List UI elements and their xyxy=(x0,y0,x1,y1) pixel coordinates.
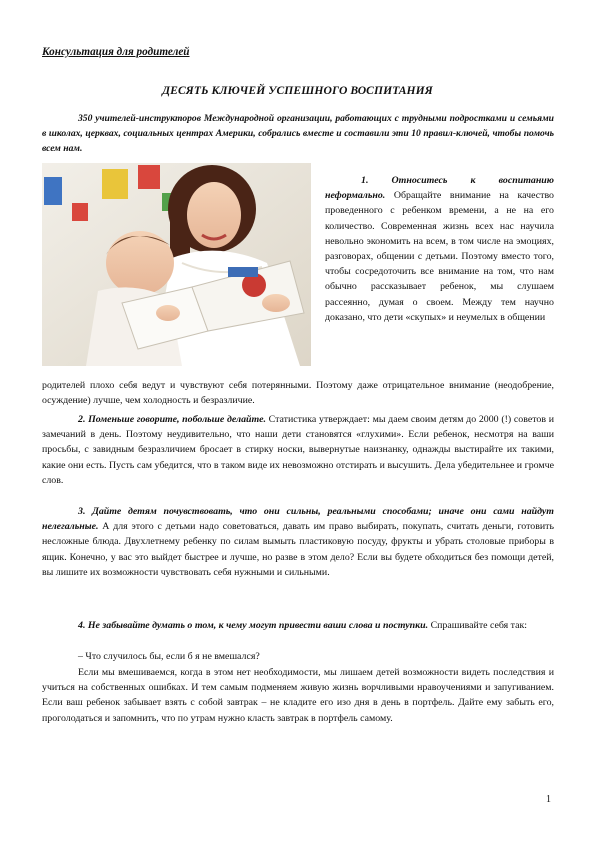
paragraph-4-lead: 4. Не забывайте думать о том, к чему могут привести ваши слова и поступки. xyxy=(78,620,429,631)
paragraph-2 xyxy=(42,412,554,488)
paragraph-3 xyxy=(42,504,554,580)
paragraph-5: Если мы вмешиваемся, когда в этом нет необходимости, мы лишаем детей возможности видеть последствия и учиться на собственных ошибках. И тем самым подменяем живую жизнь ворчливыми нравоучениями и запугиванием. Если ваш ребенок забывает взять с собой завтрак – не кладите его изо дня в день в портфель. Дайте ему забыть его, проголодаться и запомнить, что по утрам нужно класть завтрак в портфель самому. xyxy=(42,667,554,724)
paragraph-3-lead: 3. Дайте детям почувствовать, что они сильны, реальными способами; иначе они сами найдут нелегальные. xyxy=(42,506,554,533)
paragraph-4-question: – Что случилось бы, если б я не вмешался? xyxy=(78,651,260,662)
paragraph-1-lead: 1. Относитесь к воспитанию неформально. xyxy=(325,175,554,202)
paragraph-1-continuation: родителей плохо себя ведут и чувствуют себя потерянными. Поэтому даже отрицательное внимание (неодобрение, осуждение) лучше, чем холодность и безразличие. xyxy=(42,380,554,407)
mother-child-reading-photo xyxy=(42,163,311,366)
paragraph-1-text: Обращайте внимание на качество проведенного с ребенком времени, а не на его количество. Современная жизнь всех нас научила невольно экономить на всем, в том числе на эмоциях, разговорах, общении с детьми. Поэтому вместо того, чтобы сосредоточить все внимание на том, что нам обычно рассказывает ребенок, мы слушаем рассеянно, думая о своем. Между тем научно доказано, что дети «скупых» и неумелых в общении xyxy=(325,190,554,323)
paragraph-2-lead: 2. Поменьше говорите, побольше делайте. xyxy=(78,414,266,425)
document-title: ДЕСЯТЬ КЛЮЧЕЙ УСПЕШНОГО ВОСПИТАНИЯ xyxy=(162,84,433,97)
paragraph-1-start xyxy=(325,173,554,325)
paragraph-2-text: Статистика утверждает: мы даем своим детям до 2000 (!) советов и замечаний в день. Поэтому неудивительно, что наши дети становятся «глухими». Если ребенок, несмотря на ваши просьбы, с завидным безразличием бросает в стирку носки, вывернутые наизнанку, однажды выстирайте их такими, какие они есть. Пусть сам убедится, что в таком виде их невозможно отстирать и высушить. Дела убедительнее и громче слов. xyxy=(42,414,554,486)
document-heading: Консультация для родителей xyxy=(42,46,190,58)
paragraph-4 xyxy=(42,618,554,633)
intro-paragraph: 350 учителей-инструкторов Международной организации, работающих с трудными подростками и семьями в школах, церквах, социальных центрах Америки, собрались вместе и составили эти 10 правил-ключей, чтобы помочь всем нам. xyxy=(42,113,554,154)
page-number: 1 xyxy=(546,794,551,805)
paragraph-4-text: Спрашивайте себя так: xyxy=(428,620,528,631)
paragraph-3-text: А для этого с детьми надо советоваться, давать им право выбирать, покупать, считать деньги, готовить несложные блюда. Двухлетнему ребенку по силам вымыть пластиковую посуду, фрукты и убрать столовые приборы в ящик. Конечно, у вас это выйдет быстрее и лучше, но разве в этом дело? Если вы будете обходиться без помощи детей, вы лишите их возможности чувствовать себя нужными и сильными. xyxy=(42,521,554,578)
